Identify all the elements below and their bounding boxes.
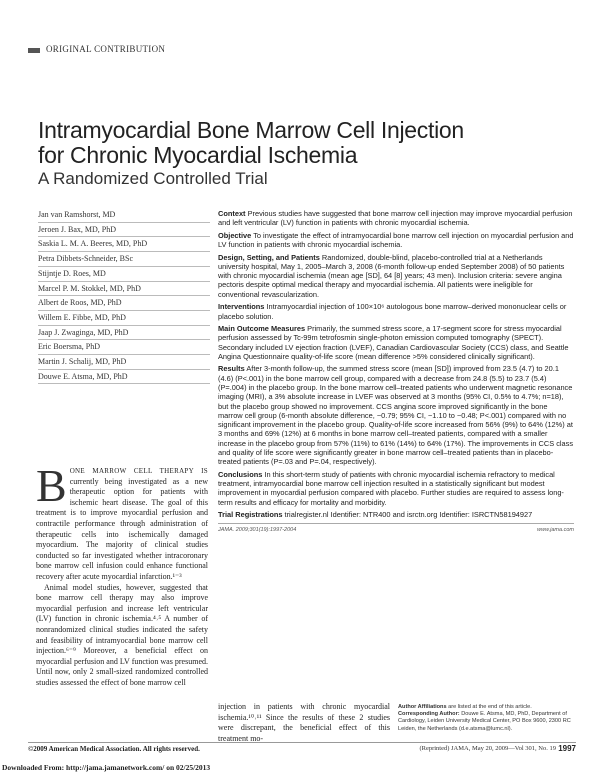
corresponding-text: Douwe E. Atsma, MD, PhD, Department of Cardiology, Leiden University Medical Center, PO Box 9600, 2300 RC Leiden, the Netherlands (d.e.atsma@lumc.nl). (398, 711, 571, 732)
abstract (218, 209, 574, 535)
affiliation-note (398, 704, 574, 711)
author: Albert de Roos, MD, PhD (38, 296, 210, 311)
copyright: ©2009 American Medical Association. All rights reserved. (28, 745, 200, 753)
author: Marcel P. M. Stokkel, MD, PhD (38, 282, 210, 297)
author: Martin J. Schalij, MD, PhD (38, 355, 210, 370)
journal-citation: JAMA. 2009;301(19):1997-2004 (218, 526, 297, 533)
abstract-text: Previous studies have suggested that bone marrow cell injection may improve myocardial perfusion and left ventricular (LV) function in patients with chronic myocardial ischemia. (218, 209, 573, 228)
abstract-trial (218, 510, 574, 519)
body-paragraph: injection in patients with chronic myocardial ischemia.¹⁰˒¹¹ Since the results of these 2 studies were discrepant, the beneficial effect of this treatment mo- (218, 702, 390, 743)
abstract-objective (218, 231, 574, 250)
corresponding-heading: Corresponding Author: (398, 711, 460, 718)
author: Saskia L. M. A. Beeres, MD, PhD (38, 237, 210, 252)
page-number: 1997 (558, 744, 576, 753)
author-affiliations (398, 704, 574, 733)
abstract-design (218, 253, 574, 299)
abstract-text: trialregister.nl Identifier: NTR400 and isrctn.org Identifier: ISRCTN58194927 (284, 510, 533, 520)
affiliation-text: are listed at the end of this article. (448, 704, 532, 710)
corresponding-author (398, 711, 574, 733)
abstract-heading: Conclusions (218, 469, 263, 479)
abstract-conclusions (218, 470, 574, 507)
article-subtitle: A Randomized Controlled Trial (38, 169, 268, 188)
abstract-results (218, 364, 574, 466)
abstract-heading: Results (218, 364, 245, 374)
section-bar (28, 48, 40, 53)
author: Eric Boersma, PhD (38, 340, 210, 355)
abstract-text: Intramyocardial injection of 100×10⁶ autologous bone marrow–derived mononuclear cells or placebo solution. (218, 302, 567, 321)
author: Jaap J. Zwaginga, MD, PhD (38, 326, 210, 341)
drop-cap: B (36, 460, 67, 511)
author: Douwe E. Atsma, MD, PhD (38, 370, 210, 385)
page-footer (28, 742, 576, 754)
body-text: currently being investigated as a new therapeutic option for patients with ischemic heart disease. The goal of this treatment is to improve myocardial perfusion and contractile performance through administration of therapeutic cells into ischemically damaged myocardium. The majority of clinical studies conducted so far investigated whether intracoronary bone marrow cell infusion could enhance functional recovery after acute myocardial infarction.¹⁻³ (36, 476, 208, 581)
journal-website: www.jama.com (537, 526, 574, 533)
section-label-text: ORIGINAL CONTRIBUTION (46, 44, 166, 54)
abstract-heading: Interventions (218, 302, 265, 312)
article-title-line1: Intramyocardial Bone Marrow Cell Injection (38, 117, 464, 143)
abstract-heading: Trial Registrations (218, 510, 283, 520)
author: Willem E. Fibbe, MD, PhD (38, 311, 210, 326)
abstract-heading: Design, Setting, and Patients (218, 252, 320, 262)
author: Jeroen J. Bax, MD, PhD (38, 223, 210, 238)
author: Stijntje D. Roes, MD (38, 267, 210, 282)
abstract-heading: Context (218, 209, 246, 218)
abstract-heading: Objective (218, 230, 252, 240)
abstract-heading: Main Outcome Measures (218, 324, 306, 334)
body-column-1 (36, 460, 208, 688)
abstract-outcome (218, 324, 574, 361)
abstract-context (218, 209, 574, 228)
abstract-source-line (218, 523, 574, 535)
affiliation-heading: Author Affiliations (398, 704, 447, 710)
lead-caps: ONE MARROW CELL THERAPY IS (69, 467, 208, 475)
abstract-text: Randomized, double-blind, placebo-controlled trial at a Netherlands university hospital, May 1, 2005–March 3, 2008 (6-month follow-up ended September 2008) of 50 patients with chronic myocardial ischemia (mean age [SD], 64 [8] years; 43 men). Inclusion criteria: severe angina pectoris despite optimal medical therapy and myocardial ischemia. All patients were ineligible for conventional revascularization. (218, 252, 565, 299)
body-paragraph (36, 460, 208, 583)
abstract-interventions (218, 302, 574, 321)
author-list (38, 208, 210, 384)
section-label (28, 44, 218, 56)
body-paragraph: Animal model studies, however, suggested that bone marrow cell therapy may also improve myocardial perfusion and increase left ventricular (LV) function in chronic ischemia.⁴˒⁵ A number of nonrandomized clinical studies indicated the safety and feasibility of intramyocardial bone marrow cell injection.⁶⁻⁹ Moreover, a beneficial effect on myocardial perfusion and LV function was presumed. Until now, only 2 small-sized randomized controlled studies assessed the effect of bone marrow cell (36, 582, 208, 687)
author: Jan van Ramshorst, MD (38, 208, 210, 223)
article-title-line2: for Chronic Myocardial Ischemia (38, 142, 358, 168)
body-column-2 (218, 702, 390, 744)
download-note: Downloaded From: http://jama.jamanetwork.com/ on 02/25/2013 (2, 763, 211, 772)
title-block (38, 118, 578, 189)
abstract-text: In this short-term study of patients with chronic myocardial ischemia refractory to medical treatment, intramyocardial bone marrow cell injection resulted in a statistically significant but modest improvement in myocardial perfusion compared with placebo. Further studies are required to assess long-term results and efficacy for mortality and morbidity. (218, 469, 564, 507)
abstract-text: After 3-month follow-up, the summed stress score (mean [SD]) improved from 23.5 (4.7) to 20.1 (4.6) (P<.001) in the bone marrow cell group, compared with a decrease from 24.8 (5.5) to 23.7 (5.4) (P=.004) in the placebo group. In the bone marrow cell–treated patients who underwent magnetic resonance imaging (MRI), a 3% absolute increase in LVEF was observed at 3 months (95% CI, 0.5% to 4.7%; n=18), but the placebo group showed no improvement. CCS angina score improved significantly in the bone marrow cell group (6-month absolute difference, −0.79; 95% CI, −1.10 to −0.48; P<.001) compared with no significant improvement in the placebo group. Quality-of-life score increased from 56% (9%) to 64% (12%) at 3 months and 69% (12%) at 6 months in bone marrow cell–treated patients, compared with a smaller increase in the placebo group from 57% (11%) to 61% (14%) to 64% (17%). The improvements in CCS class and quality of life score were significantly greater in bone marrow cell–treated patients than in placebo-treated patients (P=.03 and P=.04, respectively). (218, 364, 574, 467)
author: Petra Dibbets-Schneider, BSc (38, 252, 210, 267)
abstract-text: Primarily, the summed stress score, a 17-segment score for stress myocardial perfusion assessed by Tc-99m tetrofosmin single-photon emission computed tomography (SPECT). Secondary included LV ejection fraction (LVEF), Canadian Cardiovascular Society (CCS) class, and Seattle Angina Questionnaire quality-of-life score (mean difference >5% considered clinically significant). (218, 324, 569, 361)
footer-citation: (Reprinted) JAMA, May 20, 2009—Vol 301, No. 19 (419, 745, 556, 752)
abstract-text: To investigate the effect of intramyocardial bone marrow cell injection on myocardial perfusion and LV function in patients with chronic myocardial ischemia. (218, 230, 574, 250)
